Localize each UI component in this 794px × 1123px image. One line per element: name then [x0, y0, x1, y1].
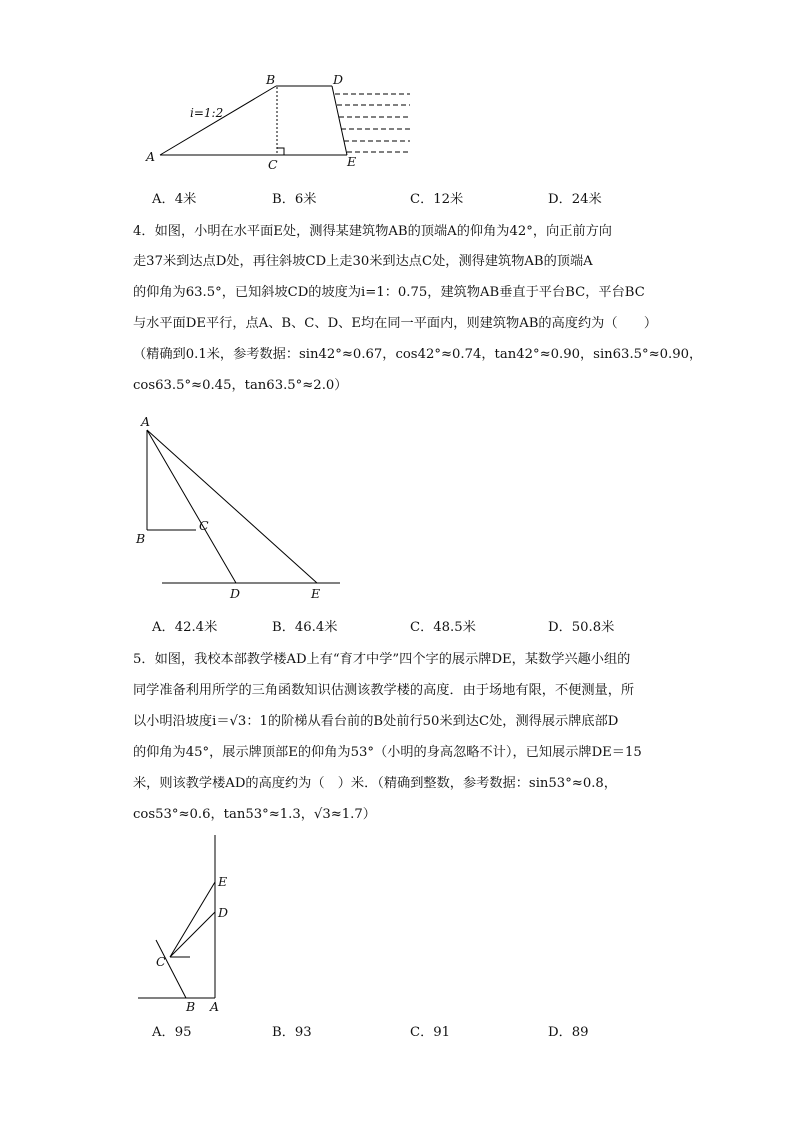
q4-line-4: 与水平面DE平行，点A、B、C、D、E均在同一平面内，则建筑物AB的高度约为（ ） [133, 316, 658, 331]
q3-option-d: D．24米 [548, 192, 602, 207]
q5-line-5: 米，则该教学楼AD的高度约为（ ）米．（精确到整数，参考数据：sin53°≈0.8， [133, 776, 617, 791]
q5-label-c: C [156, 954, 166, 969]
q5-diagram [0, 830, 794, 1020]
q3-label-c: C [268, 157, 278, 172]
q5-line-6: cos53°≈0.6，tan53°≈1.3，√3≈1.7） [133, 807, 376, 822]
q5-label-e: E [218, 874, 228, 889]
q4-label-b: B [136, 531, 146, 546]
q4-option-d: D．50.8米 [548, 620, 615, 635]
q5-label-a: A [210, 999, 220, 1014]
q3-option-a: A．4米 [152, 192, 197, 207]
q3-label-d: D [333, 72, 344, 87]
q5-option-a: A．95 [152, 1025, 192, 1040]
q5-line-1: 5．如图，我校本部教学楼AD上有“育才中学”四个字的展示牌DE，某数学兴趣小组的 [133, 652, 631, 667]
q5-option-b: B．93 [272, 1025, 312, 1040]
q5-option-d: D．89 [548, 1025, 589, 1040]
q4-line-5: （精确到0.1米，参考数据：sin42°≈0.67，cos42°≈0.74，tan42°≈0.90，sin63.5°≈0.90， [133, 347, 703, 362]
q4-line-2: 走37米到达点D处，再往斜坡CD上走30米到达点C处，测得建筑物AB的顶端A [133, 254, 593, 269]
q3-figure [0, 0, 794, 180]
q5-option-c: C．91 [410, 1025, 451, 1040]
q4-label-a: A [141, 414, 151, 429]
q4-diagram [0, 400, 794, 610]
q3-diagram [0, 0, 794, 180]
q5-line-2: 同学准备利用所学的三角函数知识估测该教学楼的高度．由于场地有限，不便测量，所 [133, 683, 635, 698]
q4-line-6: cos63.5°≈0.45，tan63.5°≈2.0） [133, 378, 348, 393]
q4-label-d: D [230, 586, 241, 601]
q3-label-e: E [347, 154, 357, 169]
q5-label-b: B [186, 999, 196, 1014]
q5-line-3: 以小明沿坡度i＝√3：1的阶梯从看台前的B处前行50米到达C处，测得展示牌底部D [133, 714, 619, 729]
q5-figure [0, 830, 794, 1020]
q4-line-3: 的仰角为63.5°，已知斜坡CD的坡度为i=1：0.75，建筑物AB垂直于平台BC，平台BC [133, 285, 645, 300]
q4-line-1: 4．如图，小明在水平面E处，测得某建筑物AB的顶端A的仰角为42°，向正前方向 [133, 224, 612, 239]
q4-label-c: C [199, 518, 209, 533]
q4-label-e: E [311, 586, 321, 601]
q4-option-b: B．46.4米 [272, 620, 338, 635]
q4-option-a: A．42.4米 [152, 620, 218, 635]
q4-option-c: C．48.5米 [410, 620, 476, 635]
q3-label-a: A [146, 149, 156, 164]
q3-slope-label: i=1:2 [190, 106, 224, 120]
q3-option-c: C．12米 [410, 192, 464, 207]
q5-line-4: 的仰角为45°，展示牌顶部E的仰角为53°（小明的身高忽略不计），已知展示牌DE＝15 [133, 745, 642, 760]
q3-label-b: B [266, 72, 276, 87]
q4-figure [0, 400, 794, 610]
q5-label-d: D [218, 905, 229, 920]
q3-option-b: B．6米 [272, 192, 317, 207]
